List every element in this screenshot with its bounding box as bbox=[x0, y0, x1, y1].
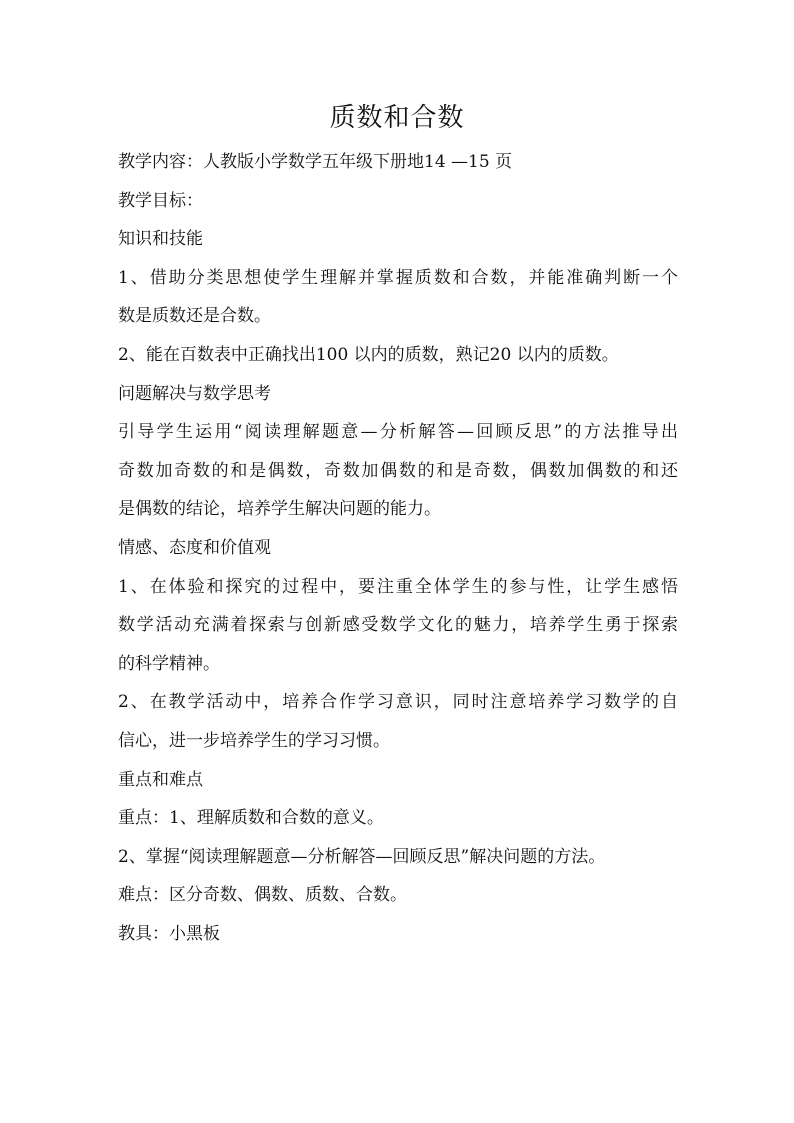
heading-problem-solving: 问题解决与数学思考 bbox=[118, 383, 271, 404]
text-line-difficult-point: 难点：区分奇数、偶数、质数、合数。 bbox=[118, 885, 407, 906]
text-line: 数学活动充满着探索与创新感受数学文化的魅力，培养学生勇于探索 bbox=[118, 615, 678, 636]
heading-emotion-attitude-values: 情感、态度和价值观 bbox=[118, 537, 271, 558]
document-body bbox=[118, 143, 678, 953]
text-line: 的科学精神。 bbox=[118, 653, 220, 674]
text-line: 1、在体验和探究的过程中，要注重全体学生的参与性，让学生感悟 bbox=[118, 576, 678, 597]
text-line: 引导学生运用“阅读理解题意—分析解答—回顾反思”的方法推导出 bbox=[118, 422, 678, 443]
text-line: 是偶数的结论，培养学生解决问题的能力。 bbox=[118, 499, 441, 520]
text-line-teaching-goals: 教学目标： bbox=[118, 190, 203, 211]
page-title: 质数和合数 bbox=[329, 103, 465, 133]
text-line: 1、借助分类思想使学生理解并掌握质数和合数，并能准确判断一个 bbox=[118, 267, 678, 288]
heading-knowledge-skills: 知识和技能 bbox=[118, 229, 203, 250]
text-line-teaching-content: 教学内容：人教版小学数学五年级下册地14 —15 页 bbox=[118, 152, 513, 172]
text-line: 奇数加奇数的和是偶数，奇数加偶数的和是奇数，偶数加偶数的和还 bbox=[118, 460, 678, 481]
text-line: 2、在教学活动中，培养合作学习意识，同时注意培养学习数学的自 bbox=[118, 692, 678, 713]
text-line-teaching-aids: 教具：小黑板 bbox=[118, 923, 220, 944]
text-line: 2、能在百数表中正确找出100 以内的质数，熟记20 以内的质数。 bbox=[118, 344, 619, 365]
text-line: 数是质数还是合数。 bbox=[118, 306, 271, 327]
text-line: 2、掌握“阅读理解题意—分析解答—回顾反思”解决问题的方法。 bbox=[118, 846, 606, 867]
text-line-key-point: 重点：1、理解质数和合数的意义。 bbox=[118, 808, 384, 829]
text-line: 信心，进一步培养学生的学习习惯。 bbox=[118, 730, 390, 751]
heading-key-difficult-points: 重点和难点 bbox=[118, 769, 203, 790]
